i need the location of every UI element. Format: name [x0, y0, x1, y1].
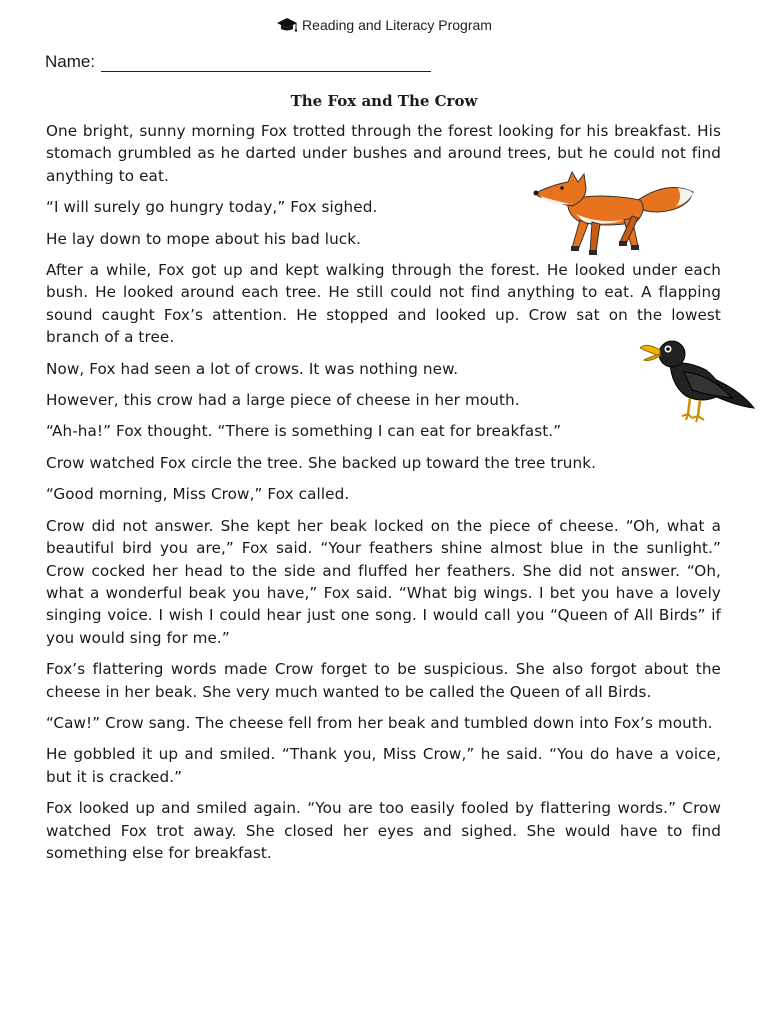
paragraph: Crow did not answer. She kept her beak locked on the piece of cheese. “Oh, what a beautiful bird you are,” Fox said. “Your feathers shine almost blue in the sunlight.” Crow cocked her head to the side and fluffed her feathers. She did not answer. “Oh, what a wonderful beak you have,” Fox said. “What big wings. I bet you have a lovely singing voice. I wish I could hear just one song. I would call you “Queen of All Birds” if you would sing for me.” [46, 516, 721, 647]
paragraph: However, this crow had a large piece of cheese in her mouth. [46, 391, 520, 410]
paragraph: After a while, Fox got up and kept walking through the forest. He looked under each bush. He looked around each tree. He still could not find anything to eat. A flapping sound caught Fox’s attention. He stopped and looked up. Crow sat on the lowest branch of a tree. [46, 261, 721, 347]
paragraph: “I will surely go hungry today,” Fox sighed. [46, 198, 378, 217]
paragraph: Fox’s flattering words made Crow forget to be suspicious. She also forgot about the cheese in her beak. She very much wanted to be called the Queen of all Birds. [46, 660, 721, 701]
paragraph: Fox looked up and smiled again. “You are too easily fooled by flattering words.” Crow watched Fox trot away. She closed her eyes and sighed. She would have to find something else for breakfast. [46, 799, 721, 862]
fox-illustration [528, 170, 698, 258]
graduation-cap-icon [276, 16, 298, 34]
story-title: The Fox and The Crow [290, 92, 478, 110]
paragraph: One bright, sunny morning Fox trotted through the forest looking for his breakfast. His stomach grumbled as he darted under bushes and around trees, but he could not find anything to eat. [46, 122, 721, 185]
page-header [0, 16, 768, 34]
paragraph: “Caw!” Crow sang. The cheese fell from her beak and tumbled down into Fox’s mouth. [46, 713, 713, 732]
name-blank-line[interactable] [101, 53, 431, 72]
name-label: Name: [45, 52, 96, 71]
name-field-row [45, 52, 431, 72]
paragraph: He gobbled it up and smiled. “Thank you, Miss Crow,” he said. “You do have a voice, but it is cracked.” [46, 745, 721, 786]
paragraph: Now, Fox had seen a lot of crows. It was nothing new. [46, 359, 459, 378]
paragraph: “Ah-ha!” Fox thought. “There is something I can eat for breakfast.” [46, 422, 562, 441]
paragraph: “Good morning, Miss Crow,” Fox called. [46, 485, 350, 504]
crow-illustration [640, 334, 758, 426]
paragraph: He lay down to mope about his bad luck. [46, 229, 362, 248]
program-title: Reading and Literacy Program [302, 17, 492, 33]
paragraph: Crow watched Fox circle the tree. She backed up toward the tree trunk. [46, 453, 597, 472]
